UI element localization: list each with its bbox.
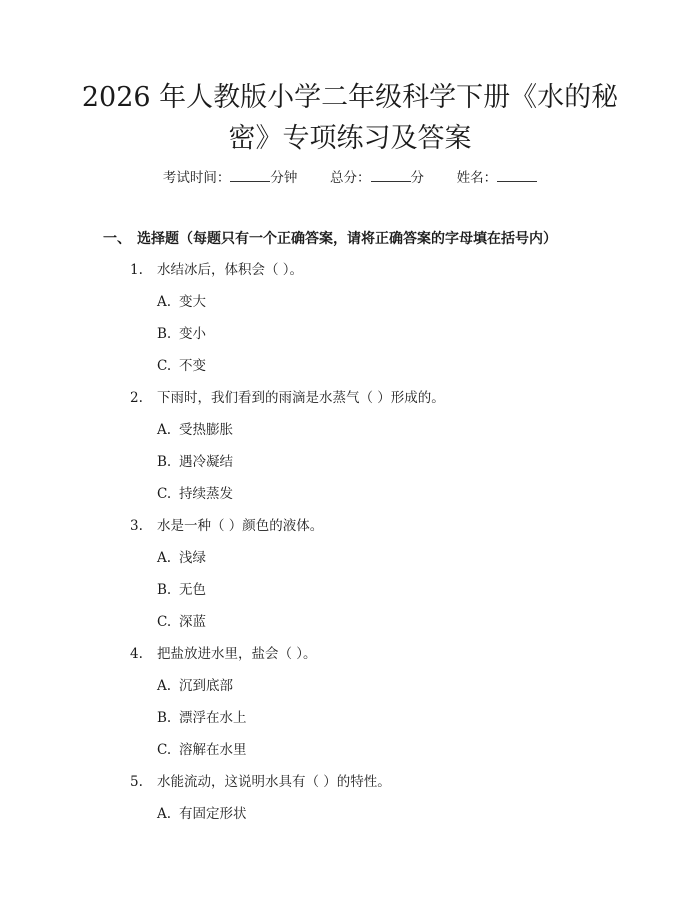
option-text: 浅绿: [179, 550, 206, 566]
question-2-option-c: [157, 484, 233, 504]
question-text: 下雨时，我们看到的雨滴是水蒸气（ ）形成的。: [157, 390, 445, 406]
question-4-option-c: [157, 740, 247, 760]
option-text: 持续蒸发: [179, 486, 233, 502]
option-letter: A.: [157, 550, 172, 566]
option-text: 溶解在水里: [179, 742, 247, 758]
option-text: 变大: [179, 294, 206, 310]
total-score-label: 总分：: [330, 170, 371, 186]
question-1-option-a: [157, 292, 206, 312]
document-title-line-2: 密》专项练习及答案: [228, 123, 472, 154]
section-heading: [103, 229, 557, 249]
question-2: [130, 388, 445, 408]
exam-time-field: [163, 168, 298, 188]
option-text: 深蓝: [179, 614, 206, 630]
question-5: [130, 772, 391, 792]
question-number: 5.: [130, 774, 143, 790]
document-title-line-1: 2026 年人教版小学二年级科学下册《水的秘: [81, 82, 619, 113]
question-2-option-a: [157, 420, 233, 440]
question-text: 水能流动，这说明水具有（ ）的特性。: [157, 774, 391, 790]
student-name-label: 姓名：: [456, 170, 498, 186]
question-3-option-b: [157, 580, 206, 600]
option-letter: A.: [157, 294, 172, 310]
question-1: [130, 260, 303, 280]
option-letter: B.: [157, 326, 172, 342]
section-number: 一、: [103, 231, 131, 247]
exam-info-line: [0, 168, 700, 188]
question-4-option-b: [157, 708, 247, 728]
question-number: 4.: [130, 646, 143, 662]
option-letter: C.: [157, 742, 172, 758]
student-name-field: [457, 168, 538, 188]
total-score-unit: 分: [410, 170, 424, 186]
option-text: 不变: [179, 358, 206, 374]
question-text: 把盐放进水里，盐会（ ）。: [157, 646, 317, 662]
option-text: 有固定形状: [179, 806, 247, 822]
option-letter: A.: [157, 678, 172, 694]
question-number: 1.: [130, 262, 143, 278]
question-2-option-b: [157, 452, 233, 472]
option-letter: A.: [157, 422, 172, 438]
option-text: 沉到底部: [179, 678, 233, 694]
option-letter: A.: [157, 806, 172, 822]
exam-time-blank: [230, 168, 270, 182]
total-score-field: [330, 168, 424, 188]
question-number: 3.: [130, 518, 143, 534]
question-text: 水结冰后，体积会（ ）。: [157, 262, 304, 278]
option-text: 变小: [179, 326, 206, 342]
question-text: 水是一种（ ）颜色的液体。: [157, 518, 324, 534]
question-3: [130, 516, 323, 536]
question-1-option-b: [157, 324, 206, 344]
option-text: 受热膨胀: [179, 422, 233, 438]
question-4: [130, 644, 317, 664]
option-letter: B.: [157, 582, 172, 598]
section-title: 选择题（每题只有一个正确答案，请将正确答案的字母填在括号内）: [137, 231, 557, 247]
option-letter: C.: [157, 358, 172, 374]
option-letter: C.: [157, 614, 172, 630]
option-text: 漂浮在水上: [179, 710, 247, 726]
total-score-blank: [371, 168, 411, 182]
option-text: 遇冷凝结: [179, 454, 233, 470]
question-1-option-c: [157, 356, 206, 376]
question-3-option-c: [157, 612, 206, 632]
option-text: 无色: [179, 582, 206, 598]
question-4-option-a: [157, 676, 233, 696]
exam-time-unit: 分钟: [270, 170, 298, 186]
option-letter: C.: [157, 486, 172, 502]
option-letter: B.: [157, 710, 172, 726]
option-letter: B.: [157, 454, 172, 470]
question-number: 2.: [130, 390, 143, 406]
student-name-blank: [497, 168, 537, 182]
question-3-option-a: [157, 548, 206, 568]
question-5-option-a: [157, 804, 247, 824]
exam-time-label: 考试时间：: [162, 170, 231, 186]
